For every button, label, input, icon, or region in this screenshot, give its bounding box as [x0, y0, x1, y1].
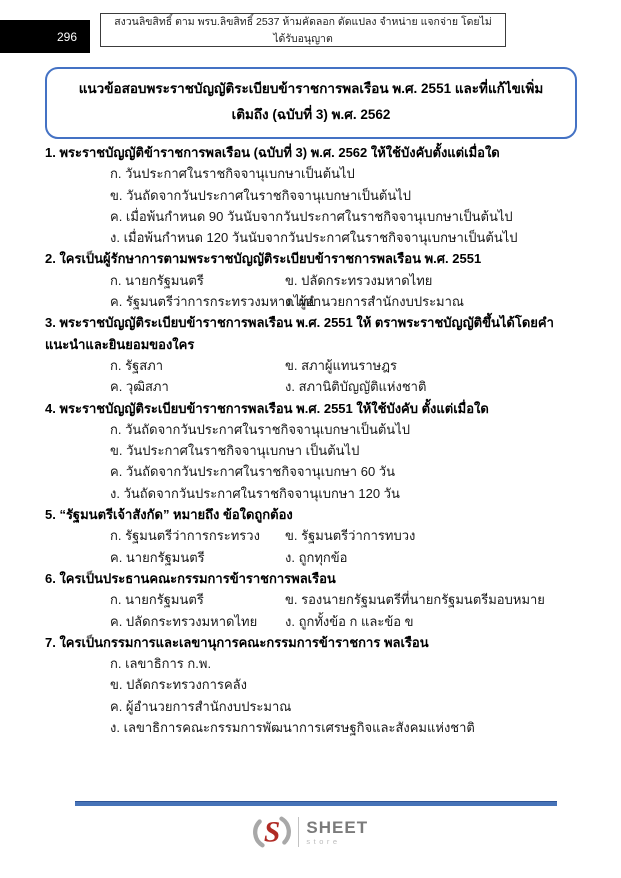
document-title: แนวข้อสอบพระราชบัญญัติระเบียบข้าราชการพลเรือน พ.ศ. 2551 และที่แก้ไขเพิ่มเติมถึง (ฉบับที่ 3) พ.ศ. 2562 — [78, 81, 544, 122]
answer-option: ก. วันประกาศในราชกิจจานุเบกษาเป็นต้นไป — [110, 166, 355, 182]
answer-option: ง. เลขาธิการคณะกรรมการพัฒนาการเศรษฐกิจและสังคมแห่งชาติ — [110, 720, 475, 736]
question-3 — [45, 312, 578, 397]
answer-option: ง. ผู้อำนวยการสำนักงบประมาณ — [285, 294, 464, 310]
document-title-box — [45, 67, 577, 139]
answer-option: ก. เลขาธิการ ก.พ. — [110, 656, 212, 672]
question-heading: 1. พระราชบัญญัติข้าราชการพลเรือน (ฉบับที่ 3) พ.ศ. 2562 ให้ใช้บังคับตั้งแต่เมื่อใด — [45, 145, 500, 160]
answer-option: ข. รัฐมนตรีว่าการทบวง — [285, 528, 416, 544]
answer-option: ค. วันถัดจากวันประกาศในราชกิจจานุเบกษา 60 วัน — [110, 464, 395, 480]
question-heading: 5. “รัฐมนตรีเจ้าสังกัด” หมายถึง ข้อใดถูกต้อง — [45, 507, 293, 523]
answer-option: ข. วันถัดจากวันประกาศในราชกิจจานุเบกษาเป็นต้นไป — [110, 187, 411, 203]
answer-option: ข. สภาผู้แทนราษฎร — [285, 357, 397, 373]
logo-divider — [298, 817, 300, 847]
answer-option: ง. สภานิติบัญญัติแห่งชาติ — [285, 379, 427, 395]
answer-option: ค. วุฒิสภา — [110, 379, 169, 395]
copyright-box — [100, 13, 506, 47]
answer-option: ก. นายกรัฐมนตรี — [110, 272, 204, 288]
answer-option: ข. ปลัดกระทรวงการคลัง — [110, 677, 247, 693]
question-2 — [45, 248, 578, 312]
sheet-logo-icon — [253, 813, 291, 851]
answer-option: ค. ปลัดกระทรวงมหาดไทย — [110, 613, 258, 629]
copyright-notice: สงวนลิขสิทธิ์ ตาม พรบ.ลิขสิทธิ์ 2537 ห้ามคัดลอก ดัดแปลง จำหน่าย แจกจ่าย โดยไม่ได้รับอนุญาต — [114, 16, 492, 45]
answer-option: ค. รัฐมนตรีว่าการกระทรวงมหาดไทย — [110, 294, 317, 310]
svg-text:S: S — [263, 816, 281, 849]
page-number: 296 — [56, 29, 77, 44]
logo-brand-subtext: store — [306, 836, 341, 846]
answer-option: ค. ผู้อำนวยการสำนักงบประมาณ — [110, 698, 292, 714]
answer-option: ง. เมื่อพ้นกำหนด 120 วันนับจากวันประกาศในราชกิจจานุเบกษาเป็นต้นไป — [110, 230, 518, 246]
answer-option: ค. เมื่อพ้นกำหนด 90 วันนับจากวันประกาศในราชกิจจานุเบกษาเป็นต้นไป — [110, 208, 513, 224]
answer-option: ง. ถูกทั้งข้อ ก และข้อ ข — [285, 613, 414, 629]
answer-option: ง. ถูกทุกข้อ — [285, 549, 348, 565]
answer-option: ก. รัฐสภา — [110, 357, 164, 373]
footer-divider-rule — [75, 801, 557, 806]
answer-option: ข. รองนายกรัฐมนตรีที่นายกรัฐมนตรีมอบหมาย — [285, 592, 545, 608]
page-number-box — [0, 20, 90, 53]
sheet-store-logo — [0, 813, 621, 851]
question-1 — [45, 142, 578, 248]
question-list — [45, 142, 578, 738]
question-5 — [45, 504, 578, 568]
question-6 — [45, 568, 578, 632]
answer-option: ก. นายกรัฐมนตรี — [110, 592, 204, 608]
answer-option: ข. วันประกาศในราชกิจจานุเบกษา เป็นต้นไป — [110, 443, 360, 459]
answer-option: ก. รัฐมนตรีว่าการกระทรวง — [110, 528, 260, 544]
answer-option: ง. วันถัดจากวันประกาศในราชกิจจานุเบกษา 120 วัน — [110, 485, 400, 501]
question-heading: 6. ใครเป็นประธานคณะกรรมการข้าราชการพลเรือน — [45, 570, 336, 586]
question-heading: 2. ใครเป็นผู้รักษาการตามพระราชบัญญัติระเบียบข้าราชการพลเรือน พ.ศ. 2551 — [45, 251, 482, 267]
answer-option: ก. วันถัดจากวันประกาศในราชกิจจานุเบกษาเป็นต้นไป — [110, 421, 410, 437]
logo-brand-text: SHEET — [306, 817, 369, 837]
question-4 — [45, 398, 578, 504]
answer-option: ค. นายกรัฐมนตรี — [110, 549, 205, 565]
question-heading: 3. พระราชบัญญัติระเบียบข้าราชการพลเรือน พ.ศ. 2551 ให้ ตราพระราชบัญญัติขึ้นได้โดยคำแนะนำและยินยอมของใคร — [45, 315, 554, 352]
answer-option: ข. ปลัดกระทรวงมหาดไทย — [285, 272, 433, 288]
question-heading: 4. พระราชบัญญัติระเบียบข้าราชการพลเรือน พ.ศ. 2551 ให้ใช้บังคับ ตั้งแต่เมื่อใด — [45, 400, 489, 416]
question-heading: 7. ใครเป็นกรรมการและเลขานุการคณะกรรมการข้าราชการ พลเรือน — [45, 634, 429, 650]
question-7 — [45, 632, 578, 738]
